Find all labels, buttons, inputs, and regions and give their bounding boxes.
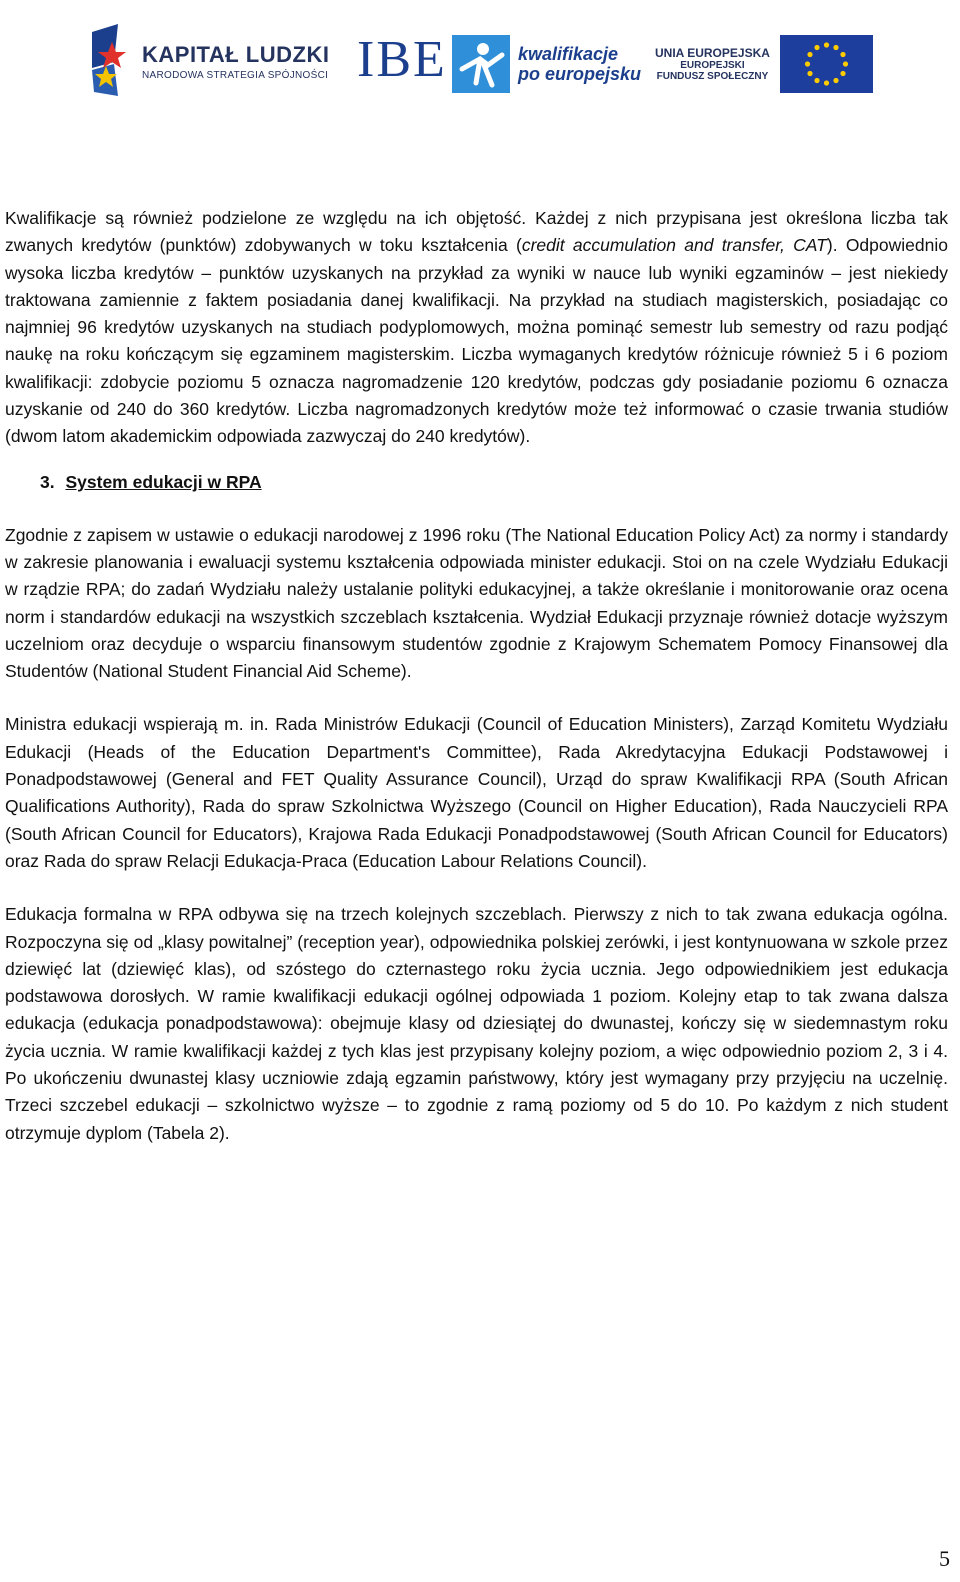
paragraph-education-act: Zgodnie z zapisem w ustawie o edukacji narodowej z 1996 roku (The National Education Policy Act) za normy i standardy w zakresie planowania i ewaluacji systemu kształcenia odpowiada minister edukacji. Stoi on na czele Wydziału Edukacji w rządzie RPA; do zadań Wydziału należy ustalanie polityki edukacyjnej, a także określanie i monitorowanie oraz ocena norm i standardów edukacji na wszystkich szczeblach kształcenia. Wydział Edukacji przyznaje również dotacje wyższym uczelniom oraz decyduje o wsparciu finansowym studentów zgodnie z Krajowym Schematem Pomocy Finansowej dla Studentów (National Student Financial Aid Scheme). — [5, 524, 948, 682]
kwalifikacje-line2: po europejsku — [518, 64, 642, 84]
eu-line3: FUNDUSZ SPOŁECZNY — [656, 71, 769, 82]
paragraph-credits-part2: ). Odpowiednio wysoka liczba kredytów – punktów uzyskanych na przykład za wyniki w nauce lub wyniki egzaminów – jest niekiedy traktowana zamiennie z faktem posiadania danej kwalifikacji. Na przykład na studiach magisterskich, posiadając co najmniej 96 kredytów uzyskanych na studiach podyplomowych, można pominąć semestr lub semestry od razu podjąć naukę na roku kończącym się egzaminem magisterskim. Liczba wymaganych kredytów różnicuje również 5 i 6 poziom kwalifikacji: zdobycie poziomu 5 oznacza nagromadzenie 120 kredytów, podczas gdy posiadanie poziomu 6 oznacza uzyskanie od 240 do 360 kredytów. Liczba nagromadzonych kredytów może też informować o czasie trwania studiów (dwom latom akademickim odpowiada zazwyczaj do 240 kredytów). — [5, 235, 948, 447]
header-logos — [0, 0, 960, 120]
kapital-ludzki-logo — [88, 18, 329, 104]
paragraph-formal-education: Edukacja formalna w RPA odbywa się na trzech kolejnych szczeblach. Pierwszy z nich to tak zwana edukacja ogólna. Rozpoczyna się od „klasy powitalnej” (reception year), odpowiednika polskiej zerówki, i jest kontynuowana w szkole przez dziewięć lat (dziewięć klas), od szóstego do czternastego roku życia ucznia. Jego odpowiednikiem jest edukacja podstawowa dorosłych. W ramie kwalifikacji edukacji ogólnej odpowiada 1 poziom. Kolejny etap to tak zwana dalsza edukacja (edukacja ponadpodstawowa): obejmuje klasy od dziesiątej do dwunastej, kończy się w siedemnastym roku życia ucznia. W ramie kwalifikacji każdej z tych klas jest przypisany kolejny poziom, a więc odpowiednio poziom 2, 3 i 4. Po ukończeniu dwunastej klasy uczniowie zdają egzamin państwowy, który jest wymagany przy przyjęciu na uczelnię. Trzeci szczebel edukacji – szkolnictwo wyższe – to zgodnie z ramą poziomy od 5 do 10. Po każdym z nich student otrzymuje dyplom (Tabela 2). — [5, 904, 948, 1143]
paragraph-credits-part1: Kwalifikacje są również podzielone ze względu na ich objętość. Każdej z nich przypisana jest określona liczba tak zwanych kredytów (punktów) zdobywanych w toku kształcenia ( — [5, 208, 948, 256]
kwalifikacje-line1: kwalifikacje — [518, 44, 619, 64]
kapital-ludzki-subtitle: NARODOWA STRATEGIA SPÓJNOŚCI — [142, 69, 329, 81]
eu-flag-icon — [780, 35, 873, 93]
page-number: 5 — [939, 1546, 950, 1571]
ibe-logo-text: IBE — [357, 31, 447, 88]
kwalifikacje-logo — [452, 35, 641, 93]
document-body — [5, 205, 948, 1147]
section-heading — [5, 469, 948, 496]
kapital-ludzki-emblem-icon — [88, 22, 134, 100]
paragraph-councils: Ministra edukacji wspierają m. in. Rada Ministrów Edukacji (Council of Education Ministers), Zarząd Komitetu Wydziału Edukacji (Heads of the Education Department's Committee), Rada Akredytacyjna Edukacji Podstawowej i Ponadpodstawowej (General and FET Quality Assurance Council), Urząd do spraw Kwalifikacji RPA (South African Qualifications Authority), Rada do spraw Szkolnictwa Wyższego (Council on Higher Education), Rada Nauczycieli RPA (South African Council for Educators), Krajowa Rada Edukacji Ponadpodstawowej (South African Council for Educators) oraz Rada do spraw Relacji Edukacja-Praca (Education Labour Relations Council). — [5, 714, 948, 871]
section-title: System edukacji w RPA — [65, 471, 262, 492]
paragraph-credits-italic: credit accumulation and transfer, CAT — [521, 235, 827, 256]
kwalifikacje-figure-icon — [452, 35, 510, 93]
ibe-logo — [357, 30, 447, 89]
kapital-ludzki-title: KAPITAŁ LUDZKI — [142, 41, 330, 67]
eu-line1: UNIA EUROPEJSKA — [655, 46, 770, 60]
section-number: 3. — [40, 471, 55, 492]
eu-logo — [655, 35, 873, 93]
paragraph-credits — [5, 205, 948, 451]
eu-line2: EUROPEJSKI — [680, 60, 745, 71]
